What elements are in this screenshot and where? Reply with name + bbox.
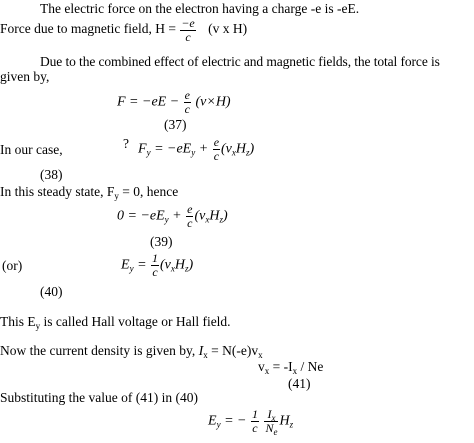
eq40-rhs-close: ): [188, 257, 194, 273]
equation-number-39: (39): [150, 234, 173, 249]
eq42-rhs-sub: z: [289, 419, 294, 430]
eq40-equals: =: [137, 257, 147, 273]
eq42-numerator-2-sub: x: [271, 413, 276, 423]
eq42-lhs-sub: y: [216, 419, 221, 430]
velocity-end: / Ne: [300, 359, 324, 374]
equation-hall-field: [208, 407, 294, 437]
eq42-numerator-2-text: I: [267, 407, 272, 421]
eq40-lhs-sub: y: [129, 263, 134, 274]
hall-field-tail: is called Hall voltage or Hall field.: [43, 314, 231, 329]
eq38-numerator: e: [213, 135, 220, 149]
eq38-rhs-sub2: z: [246, 147, 250, 158]
current-density-symbol: I: [198, 344, 204, 359]
current-density-tail-sub: x: [258, 350, 263, 360]
eq38-rhs-mid: H: [235, 141, 247, 157]
eq38-denominator: c: [213, 148, 220, 163]
question-mark-glyph: ?: [123, 136, 129, 151]
eq38-mid-sub: y: [191, 147, 196, 158]
eq39-plus: +: [172, 208, 182, 224]
eq39-lhs: 0 = −eE: [117, 208, 165, 224]
equation-38: [138, 136, 254, 162]
eq37-numerator: e: [184, 88, 190, 102]
velocity-symbol-sub: x: [264, 366, 270, 376]
hall-field-sub: y: [35, 321, 41, 331]
hall-field-line: [0, 315, 231, 329]
eq42-fraction-2: [264, 407, 278, 437]
eq40-rhs-mid: H: [174, 257, 186, 273]
velocity-tail: = -I: [272, 359, 293, 374]
eq37-rhs: (v×H): [195, 94, 231, 110]
eq38-fraction: [213, 136, 220, 162]
eq40-denominator: c: [152, 264, 158, 279]
eq38-rhs-sub1: x: [231, 147, 236, 158]
velocity-tail-sub: x: [292, 366, 298, 376]
magnetic-force-line: [0, 17, 247, 43]
magnetic-force-suffix: (v x H): [208, 21, 248, 37]
eq39-rhs-sub1: x: [205, 214, 210, 225]
eq40-rhs-sub2: z: [185, 263, 189, 274]
eq42-fraction-1: [251, 408, 259, 434]
velocity-symbol: v: [258, 359, 265, 374]
eq40-fraction: [151, 252, 159, 278]
eq39-lhs-sub: y: [164, 214, 169, 225]
current-density-symbol-sub: x: [203, 350, 208, 360]
eq42-equals: = −: [224, 413, 247, 429]
velocity-line: [258, 360, 323, 374]
eq39-rhs-open: (v: [194, 208, 206, 224]
eq38-lhs-sub: y: [146, 147, 151, 158]
eq37-denominator: c: [184, 101, 190, 116]
eq39-fraction: [186, 203, 193, 229]
eq40-rhs-open: (v: [160, 257, 171, 273]
intro-line: The electric force on the electron having a charge -e is -eE.: [40, 1, 360, 16]
equation-39: [117, 203, 228, 229]
eq39-denominator: c: [187, 215, 193, 230]
magnetic-force-fraction: [180, 17, 195, 43]
eq42-denominator-2: [264, 422, 278, 435]
eq37-lhs: F = −eE −: [117, 94, 180, 110]
fraction-denominator: c: [185, 29, 191, 44]
eq39-rhs-sub2: z: [219, 214, 223, 225]
eq38-rhs-close: ): [249, 141, 255, 157]
eq38-mid: = −eE: [154, 141, 192, 157]
given-by-line: given by,: [0, 69, 50, 84]
equation-number-37: (37): [164, 117, 187, 132]
eq38-rhs-open: (v: [221, 141, 232, 157]
eq40-lhs: E: [121, 257, 130, 273]
or-label: (or): [2, 258, 23, 273]
equation-number-41: (41): [288, 376, 311, 391]
current-density-line: [0, 344, 263, 359]
eq42-denominator-1: c: [252, 420, 258, 435]
eq40-numerator: 1: [152, 251, 159, 265]
steady-state-text: In this steady state, F: [0, 184, 115, 199]
combined-effect-line: Due to the combined effect of electric and magnetic fields, the total force is: [40, 54, 440, 69]
eq39-numerator: e: [187, 202, 193, 216]
eq42-rhs: H: [279, 413, 290, 429]
current-density-tail: = N(-e)v: [211, 343, 259, 358]
substituting-line: Substituting the value of (41) in (40): [0, 390, 198, 405]
magnetic-force-prefix: Force due to magnetic field, H =: [0, 21, 176, 37]
current-density-prefix: Now the current density is given by,: [0, 343, 196, 358]
steady-state-sub: y: [114, 191, 119, 201]
eq42-lhs: E: [208, 413, 217, 429]
eq42-numerator-1: 1: [251, 407, 258, 421]
steady-state-line: [0, 185, 178, 199]
equation-40: [121, 252, 193, 278]
eq39-rhs-mid: H: [209, 208, 220, 224]
eq42-numerator-2: [264, 408, 278, 422]
hall-field-prefix: This E: [0, 314, 36, 329]
equation-number-40: (40): [40, 284, 63, 299]
eq42-denominator-2-text: N: [265, 420, 274, 435]
eq37-fraction: [184, 89, 191, 115]
fraction-numerator: −e: [181, 16, 195, 30]
our-case-label: In our case,: [0, 142, 63, 157]
eq38-lhs: F: [138, 141, 147, 157]
eq42-denominator-2-sub: e: [273, 426, 278, 437]
equation-37: [117, 89, 231, 115]
equation-number-38: (38): [40, 167, 63, 182]
eq39-rhs-close: ): [222, 208, 228, 224]
eq38-plus: +: [198, 141, 209, 157]
eq40-rhs-sub1: x: [170, 263, 175, 274]
steady-state-tail: = 0, hence: [122, 184, 179, 199]
